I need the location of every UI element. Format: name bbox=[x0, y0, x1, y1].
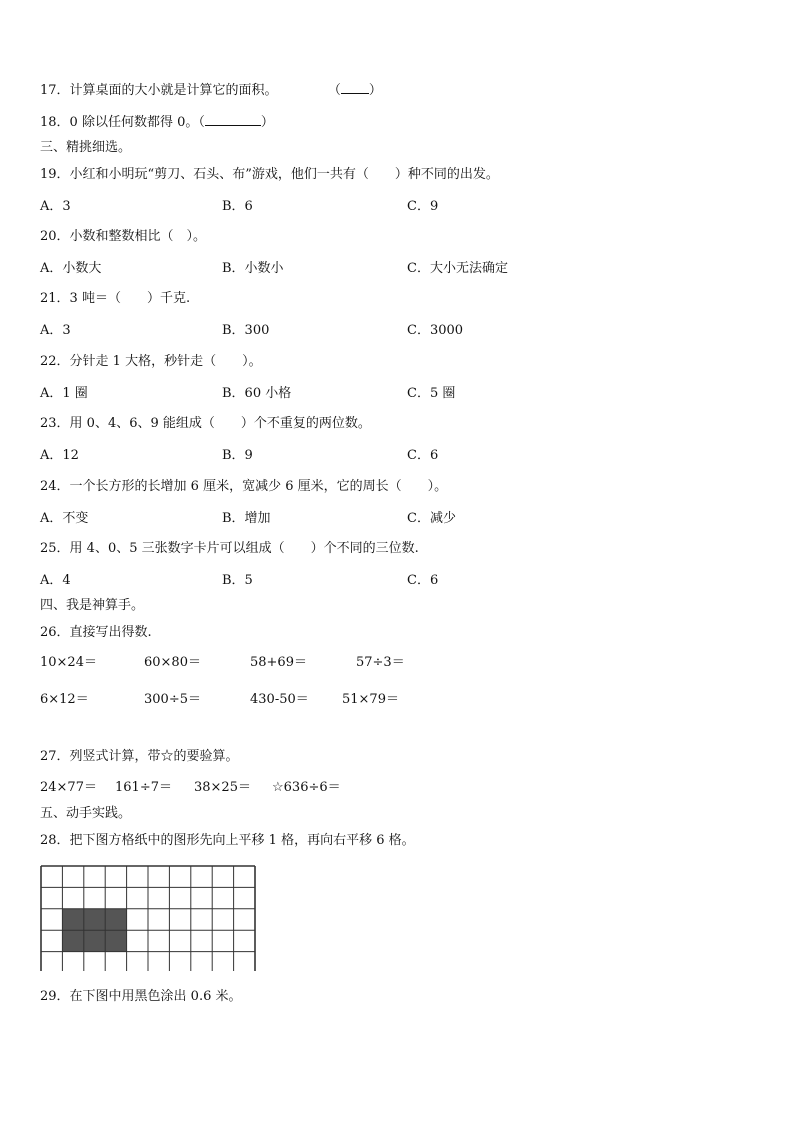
question-17-text: 17．计算桌面的大小就是计算它的面积。 bbox=[40, 83, 278, 98]
question-18-paren-open: （ bbox=[198, 115, 205, 130]
question-22-option-c[interactable]: C．5 圈 bbox=[407, 386, 456, 401]
question-23-option-b[interactable]: B．9 bbox=[222, 448, 253, 463]
question-19-option-b[interactable]: B．6 bbox=[222, 199, 253, 214]
question-21-option-a[interactable]: A．3 bbox=[40, 323, 71, 338]
question-22-option-b[interactable]: B．60 小格 bbox=[222, 386, 292, 401]
calc-item: 58+69＝ bbox=[250, 655, 307, 670]
section-heading-4: 四、我是神算手。 bbox=[40, 598, 145, 613]
section-heading-3: 三、精挑细选。 bbox=[40, 140, 132, 155]
question-18-text: 18．0 除以任何数都得 0。 bbox=[40, 115, 199, 130]
question-27-stem: 27．列竖式计算，带☆的要验算。 bbox=[40, 749, 239, 764]
question-21-option-c[interactable]: C．3000 bbox=[407, 323, 464, 338]
question-19-option-c[interactable]: C．9 bbox=[407, 199, 439, 214]
question-18-paren-close: ） bbox=[260, 115, 274, 130]
calc-item: 6×12＝ bbox=[40, 692, 89, 707]
question-19-stem: 19．小红和小明玩“剪刀、石头、布”游戏，他们一共有（ ）种不同的出发。 bbox=[40, 167, 499, 182]
answer-blank-17[interactable] bbox=[341, 93, 369, 94]
question-25-option-c[interactable]: C．6 bbox=[407, 573, 439, 588]
calc-item: 430-50＝ bbox=[250, 692, 309, 707]
vertical-calc-item: 24×77＝ bbox=[40, 780, 97, 795]
question-22-stem: 22．分针走 1 大格，秒针走（ ）。 bbox=[40, 354, 262, 369]
question-23-option-a[interactable]: A．12 bbox=[40, 448, 79, 463]
calc-item: 10×24＝ bbox=[40, 655, 97, 670]
vertical-calc-item: ☆636÷6＝ bbox=[272, 780, 341, 795]
calc-item: 300÷5＝ bbox=[144, 692, 201, 707]
question-23-option-c[interactable]: C．6 bbox=[407, 448, 439, 463]
question-20-option-c[interactable]: C．大小无法确定 bbox=[407, 261, 508, 276]
question-28-stem: 28．把下图方格纸中的图形先向上平移 1 格，再向右平移 6 格。 bbox=[40, 833, 415, 848]
vertical-calc-item: 161÷7＝ bbox=[115, 780, 172, 795]
question-26-stem: 26．直接写出得数. bbox=[40, 625, 152, 640]
question-17-paren-open: （ bbox=[327, 83, 341, 98]
question-20-stem: 20．小数和整数相比（ ）。 bbox=[40, 229, 207, 244]
question-24-option-c[interactable]: C．减少 bbox=[407, 511, 456, 526]
section-heading-5: 五、动手实践。 bbox=[40, 806, 132, 821]
question-20-option-a[interactable]: A．小数大 bbox=[40, 261, 102, 276]
answer-blank-18[interactable] bbox=[205, 125, 261, 126]
question-21-option-b[interactable]: B．300 bbox=[222, 323, 270, 338]
question-23-stem: 23．用 0、4、6、9 能组成（ ）个不重复的两位数。 bbox=[40, 416, 371, 431]
question-29-stem: 29．在下图中用黑色涂出 0.6 米。 bbox=[40, 989, 242, 1004]
calc-item: 57÷3＝ bbox=[356, 655, 405, 670]
question-20-option-b[interactable]: B．小数小 bbox=[222, 261, 284, 276]
question-21-stem: 21．3 吨＝（ ）千克. bbox=[40, 291, 191, 306]
question-25-option-b[interactable]: B．5 bbox=[222, 573, 253, 588]
question-17-paren-close: ） bbox=[368, 83, 382, 98]
question-19-option-a[interactable]: A．3 bbox=[40, 199, 71, 214]
calc-item: 51×79＝ bbox=[342, 692, 399, 707]
question-24-stem: 24．一个长方形的长增加 6 厘米，宽减少 6 厘米，它的周长（ ）。 bbox=[40, 479, 448, 494]
grid-paper[interactable] bbox=[40, 865, 258, 971]
question-17 bbox=[40, 83, 382, 99]
question-24-option-b[interactable]: B．增加 bbox=[222, 511, 271, 526]
vertical-calc-item: 38×25＝ bbox=[194, 780, 251, 795]
calc-item: 60×80＝ bbox=[144, 655, 201, 670]
question-25-option-a[interactable]: A．4 bbox=[40, 573, 71, 588]
question-25-stem: 25．用 4、0、5 三张数字卡片可以组成（ ）个不同的三位数. bbox=[40, 541, 419, 556]
question-22-option-a[interactable]: A．1 圈 bbox=[40, 386, 88, 401]
question-18 bbox=[40, 115, 274, 131]
question-24-option-a[interactable]: A．不变 bbox=[40, 511, 89, 526]
